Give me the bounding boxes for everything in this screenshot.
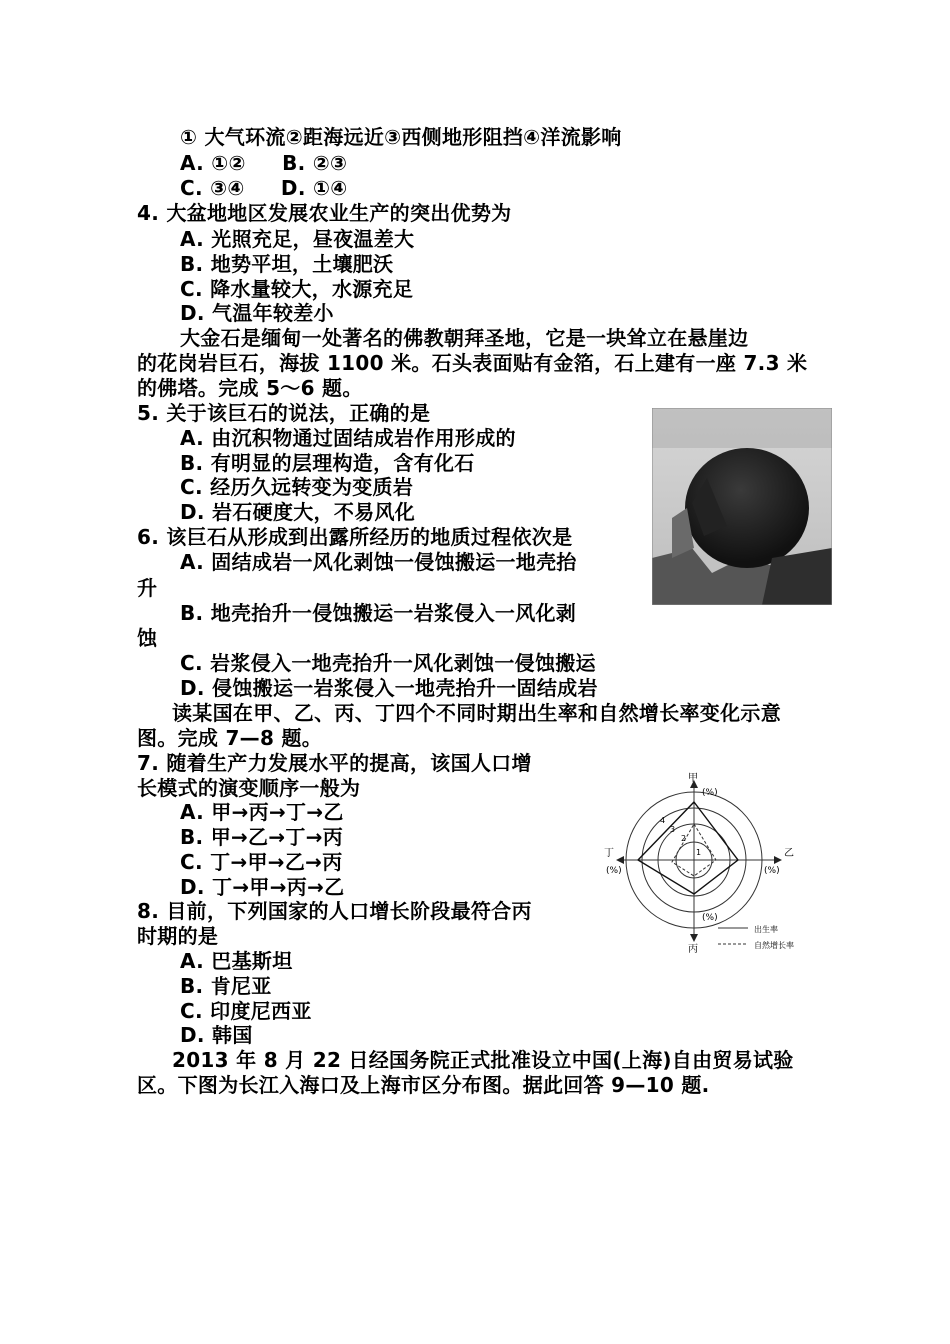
option-5d: D. 岩石硬度大，不易风化 xyxy=(180,500,416,524)
arrow-left-icon xyxy=(616,856,624,864)
option-7d: D. 丁→甲→丙→乙 xyxy=(180,875,345,899)
option-8a: A. 巴基斯坦 xyxy=(180,949,293,973)
arrow-right-icon xyxy=(774,856,782,864)
unit-top: (%) xyxy=(702,788,718,798)
option-list-q3-factors: ① 大气环流②距海远近③西侧地形阻挡④洋流影响 xyxy=(180,125,622,149)
passage-population: 读某国在甲、乙、丙、丁四个不同时期出生率和自然增长率变化示意 xyxy=(172,701,781,725)
unit-bottom: (%) xyxy=(702,913,718,923)
ring-label-2: 2 xyxy=(681,834,687,843)
option-7b: B. 甲→乙→丁→丙 xyxy=(180,825,344,849)
option-8c: C. 印度尼西亚 xyxy=(180,999,312,1023)
option-4c: C. 降水量较大，水源充足 xyxy=(180,277,414,301)
question-8-cont: 时期的是 xyxy=(137,924,219,948)
axis-label-right: 乙 xyxy=(784,848,794,859)
passage-shanghai-ftz: 2013 年 8 月 22 日经国务院正式批准设立中国(上海)自由贸易试验 xyxy=(172,1048,794,1072)
question-5: 5. 关于该巨石的说法，正确的是 xyxy=(137,401,431,425)
option-7a: A. 甲→丙→丁→乙 xyxy=(180,800,344,824)
golden-rock-photo xyxy=(652,408,832,605)
unit-left: (%) xyxy=(606,866,622,876)
option-6b: B. 地壳抬升一侵蚀搬运一岩浆侵入一风化剥 xyxy=(180,601,577,625)
axis-label-top: 甲 xyxy=(688,773,698,784)
option-7c: C. 丁→甲→乙→丙 xyxy=(180,850,343,874)
option-6a-cont: 升 xyxy=(137,576,158,600)
legend-birth-label: 出生率 xyxy=(754,925,778,934)
question-8: 8. 目前，下列国家的人口增长阶段最符合丙 xyxy=(137,899,532,923)
option-q3-ab: A. ①② B. ②③ xyxy=(180,151,348,175)
option-5a: A. 由沉积物通过固结成岩作用形成的 xyxy=(180,426,516,450)
option-q3-cd: C. ③④ D. ①④ xyxy=(180,176,348,200)
option-5c: C. 经历久远转变为变质岩 xyxy=(180,475,414,499)
unit-right: (%) xyxy=(764,866,780,876)
passage-golden-rock: 大金石是缅甸一处著名的佛教朝拜圣地，它是一块耸立在悬崖边 xyxy=(180,326,749,350)
option-8d: D. 韩国 xyxy=(180,1023,253,1047)
legend-growth-label: 自然增长率 xyxy=(754,941,794,950)
option-6a: A. 固结成岩一风化剥蚀一侵蚀搬运一地壳抬 xyxy=(180,550,577,574)
diagram-canvas xyxy=(598,772,818,954)
passage-golden-rock-3: 的佛塔。完成 5～6 题。 xyxy=(137,376,363,400)
arrow-bottom-icon xyxy=(690,934,698,942)
option-4d: D. 气温年较差小 xyxy=(180,301,334,325)
option-6d: D. 侵蚀搬运一岩浆侵入一地壳抬升一固结成岩 xyxy=(180,676,598,700)
option-6b-cont: 蚀 xyxy=(137,626,158,650)
axis-label-left: 丁 xyxy=(604,848,614,859)
question-7: 7. 随着生产力发展水平的提高，该国人口增 xyxy=(137,751,532,775)
ring-label-3: 3 xyxy=(670,825,676,834)
birth-rate-polygon xyxy=(638,802,738,894)
ring-label-1: 1 xyxy=(696,848,702,857)
golden-rock-photo-art xyxy=(652,408,832,605)
ring-label-4: 4 xyxy=(660,816,666,825)
option-8b: B. 肯尼亚 xyxy=(180,974,272,998)
question-7-cont: 长模式的演变顺序一般为 xyxy=(137,776,361,800)
passage-shanghai-ftz-2: 区。下图为长江入海口及上海市区分布图。据此回答 9—10 题. xyxy=(137,1073,710,1097)
question-4: 4. 大盆地地区发展农业生产的突出优势为 xyxy=(137,201,512,225)
passage-population-2: 图。完成 7—8 题。 xyxy=(137,726,323,750)
option-4a: A. 光照充足，昼夜温差大 xyxy=(180,227,415,251)
option-4b: B. 地势平坦，土壤肥沃 xyxy=(180,252,394,276)
axis-label-bottom: 丙 xyxy=(688,944,698,954)
passage-golden-rock-2: 的花岗岩巨石，海拔 1100 米。石头表面贴有金箔，石上建有一座 7.3 米 xyxy=(137,351,808,375)
option-5b: B. 有明显的层理构造，含有化石 xyxy=(180,451,475,475)
option-6c: C. 岩浆侵入一地壳抬升一风化剥蚀一侵蚀搬运 xyxy=(180,651,596,675)
question-6: 6. 该巨石从形成到出露所经历的地质过程依次是 xyxy=(137,525,573,549)
population-growth-diagram xyxy=(598,772,818,954)
